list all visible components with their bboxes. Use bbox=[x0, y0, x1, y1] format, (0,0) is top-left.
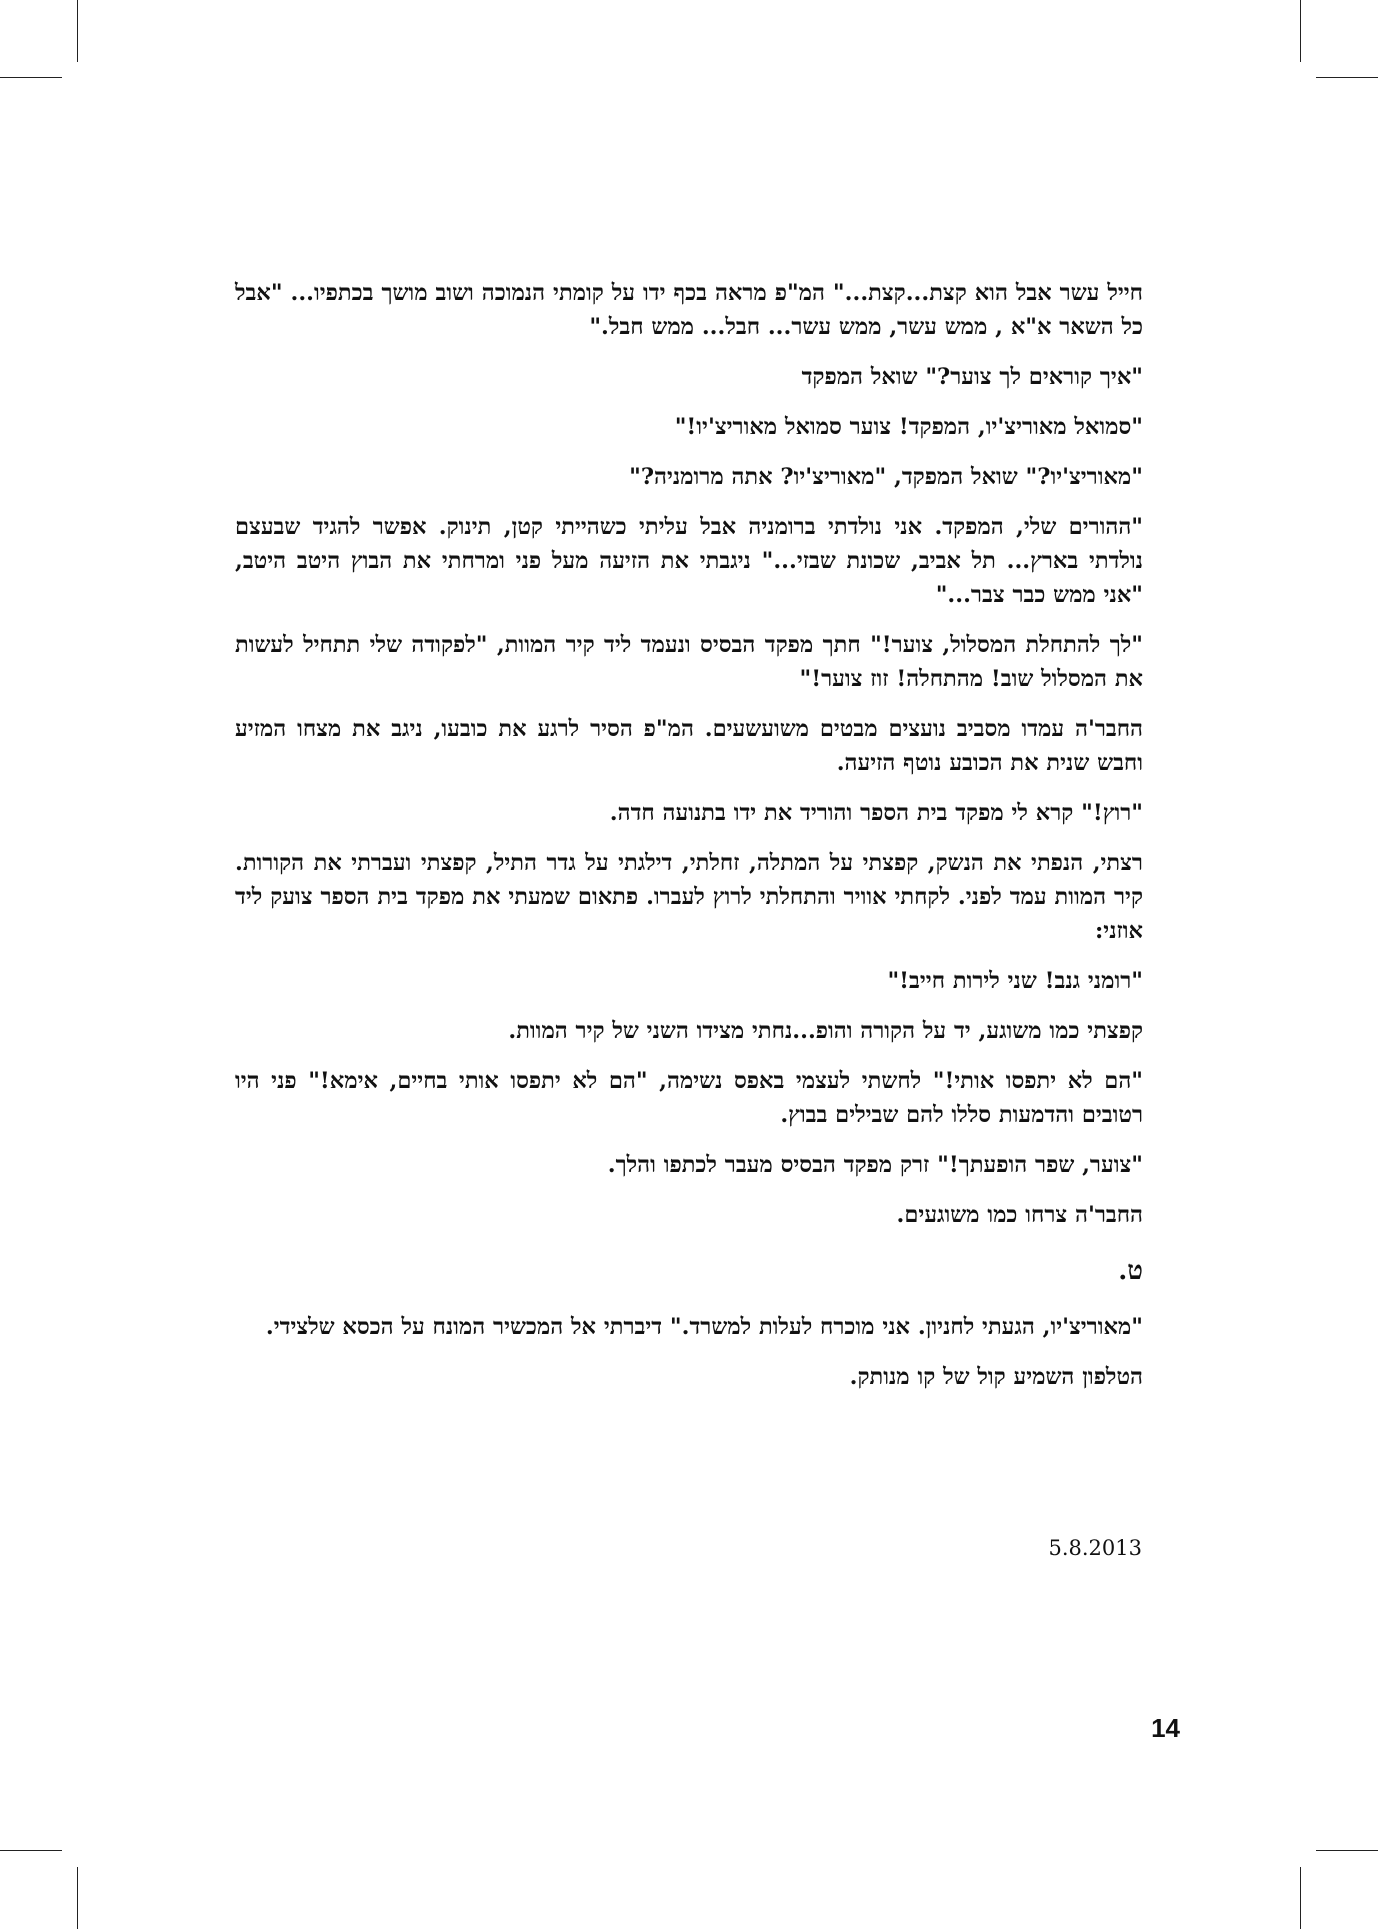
date-signature: 5.8.2013 bbox=[1048, 1536, 1142, 1560]
paragraph: "סמואל מאוריצ'יו, המפקד! צוער סמואל מאוריצ'יו!" bbox=[674, 414, 1143, 440]
crop-mark-bottom-left-horizontal bbox=[0, 1850, 62, 1851]
paragraph: "מאוריצ'יו, הגעתי לחניון. אני מוכרח לעלות למשרד." דיברתי אל המכשיר המונח על הכסא שלצידי. bbox=[265, 1314, 1143, 1340]
crop-mark-bottom-right-vertical bbox=[1300, 1867, 1301, 1929]
paragraph: הטלפון השמיע קול של קו מנותק. bbox=[849, 1364, 1143, 1390]
crop-mark-bottom-right-horizontal bbox=[1316, 1850, 1378, 1851]
paragraph: "ההורים שלי, המפקד. אני נולדתי ברומניה אבל עליתי כשהייתי קטן, תינוק. אפשר להגיד שבעצם נולדתי בארץ... תל אביב, שכונת שבזי..." ניגבתי את הזיעה מעל פני ומרחתי את הבוץ היטב היטב, "אני ממש כבר צבר..." bbox=[235, 514, 1143, 608]
page-body-text bbox=[235, 276, 1143, 1410]
crop-mark-top-left-vertical bbox=[77, 0, 78, 62]
paragraph: קפצתי כמו משוגע, יד על הקורה והופ...נחתי מצידו השני של קיר המוות. bbox=[508, 1018, 1143, 1044]
crop-mark-top-left-horizontal bbox=[0, 77, 62, 78]
page-number: 14 bbox=[1151, 1713, 1180, 1743]
paragraph: "הם לא יתפסו אותי!" לחשתי לעצמי באפס נשימה, "הם לא יתפסו אותי בחיים, אימא!" פני היו רטובים והדמעות סללו להם שבילים בבוץ. bbox=[235, 1068, 1143, 1128]
crop-mark-top-right-vertical bbox=[1300, 0, 1301, 62]
paragraph: "לך להתחלת המסלול, צוער!" חתך מפקד הבסיס ונעמד ליד קיר המוות, "לפקודה שלי תתחיל לעשות את המסלול שוב! מהתחלה! זוז צוער!" bbox=[235, 632, 1143, 692]
paragraph: רצתי, הנפתי את הנשק, קפצתי על המתלה, זחלתי, דילגתי על גדר התיל, קפצתי ועברתי את הקורות. קיר המוות עמד לפני. לקחתי אוויר והתחלתי לרוץ לעברו. פתאום שמעתי את מפקד בית הספר צועק ליד אוזני: bbox=[235, 850, 1143, 944]
paragraph: "מאוריצ'יו?" שואל המפקד, "מאוריצ'יו? אתה מרומניה?" bbox=[629, 464, 1143, 490]
paragraph: החבר'ה עמדו מסביב נועצים מבטים משועשעים. המ"פ הסיר לרגע את כובעו, ניגב את מצחו המזיע וחבש שנית את הכובע נוטף הזיעה. bbox=[235, 716, 1143, 776]
crop-mark-bottom-left-vertical bbox=[77, 1867, 78, 1929]
crop-mark-top-right-horizontal bbox=[1316, 77, 1378, 78]
paragraph: חייל עשר אבל הוא קצת...קצת..." המ"פ מראה בכף ידו על קומתי הנמוכה ושוב מושך בכתפיו... "אבל כל השאר א"א , ממש עשר, ממש עשר... חבל... ממש חבל." bbox=[235, 280, 1143, 340]
paragraph: "רוץ!" קרא לי מפקד בית הספר והוריד את ידו בתנועה חדה. bbox=[609, 800, 1143, 826]
section-heading: ט. bbox=[1118, 1256, 1143, 1286]
paragraph: החבר'ה צרחו כמו משוגעים. bbox=[896, 1202, 1143, 1228]
paragraph: "צוער, שפר הופעתך!" זרק מפקד הבסיס מעבר לכתפו והלך. bbox=[607, 1152, 1143, 1178]
paragraph: "רומני גנב! שני לירות חייב!" bbox=[887, 968, 1143, 994]
paragraph: "איך קוראים לך צוער?" שואל המפקד bbox=[801, 364, 1143, 390]
